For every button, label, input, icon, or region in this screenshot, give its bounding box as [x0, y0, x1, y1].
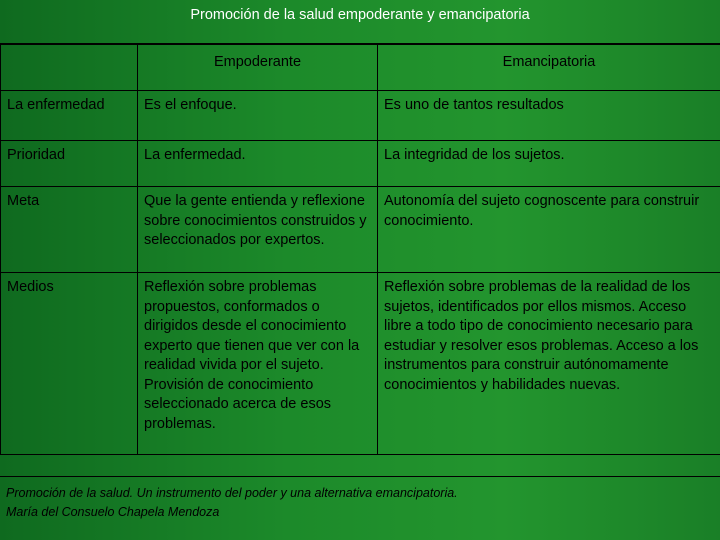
- cell-empoderante: La enfermedad.: [138, 141, 378, 187]
- slide-title: Promoción de la salud empoderante y emancipatoria: [0, 0, 720, 44]
- table-row: [1, 91, 720, 141]
- table-header-row: [1, 45, 720, 91]
- row-label: La enfermedad: [1, 91, 138, 141]
- row-label: Medios: [1, 273, 138, 455]
- table-row: [1, 273, 720, 455]
- header-empoderante: Empoderante: [138, 45, 378, 91]
- header-emancipatoria: Emancipatoria: [378, 45, 720, 91]
- cell-emancipatoria: Autonomía del sujeto cognoscente para construir conocimiento.: [378, 187, 720, 273]
- cell-empoderante: Que la gente entienda y reflexione sobre conocimientos construidos y seleccionados por expertos.: [138, 187, 378, 273]
- citation-author: María del Consuelo Chapela Mendoza: [6, 505, 220, 519]
- cell-emancipatoria: Reflexión sobre problemas de la realidad de los sujetos, identificados por ellos mismos. Acceso libre a todo tipo de conocimiento necesario para estudiar y resolver esos problemas. Acceso a los instrumentos para construir autónomamente conocimientos y habilidades nuevas.: [378, 273, 720, 455]
- header-corner: [1, 45, 138, 91]
- comparison-table: [0, 44, 720, 455]
- cell-emancipatoria: La integridad de los sujetos.: [378, 141, 720, 187]
- citation-footer: [0, 476, 720, 540]
- cell-emancipatoria: Es uno de tantos resultados: [378, 91, 720, 141]
- cell-empoderante: Reflexión sobre problemas propuestos, conformados o dirigidos desde el conocimiento experto que tienen que ver con la realidad vivida por el sujeto. Provisión de conocimiento seleccionado acerca de esos problemas.: [138, 273, 378, 455]
- cell-empoderante: Es el enfoque.: [138, 91, 378, 141]
- table-row: [1, 187, 720, 273]
- row-label: Prioridad: [1, 141, 138, 187]
- row-label: Meta: [1, 187, 138, 273]
- citation-title: Promoción de la salud. Un instrumento del poder y una alternativa emancipatoria.: [6, 486, 458, 500]
- table-row: [1, 141, 720, 187]
